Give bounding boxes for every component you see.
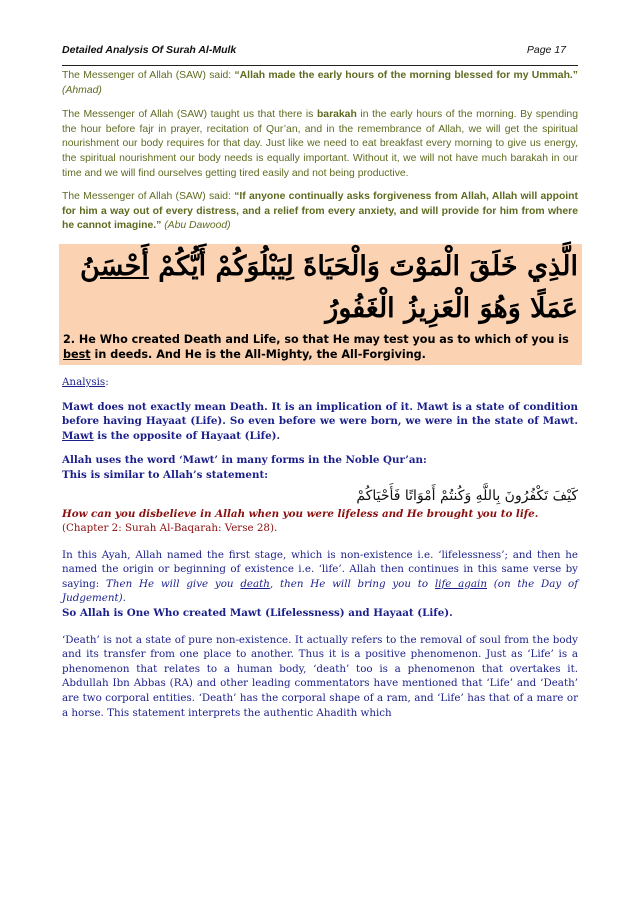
document-page <box>62 44 578 720</box>
ayah-box <box>59 244 582 365</box>
mawt-forms-line: Allah uses the word ‘Mawt’ in many forms in the Noble Qur’an: <box>62 454 427 467</box>
stages-p3a: In this Ayah, Allah named the first stage, which is non-existence i.e. ‘lifelessness’; and then he named the origin or beginning of existence i.e. ‘life’. Allah then continues in this same verse by saying: <box>62 548 578 590</box>
created-mawt-hayaat: So Allah is One Who created Mawt (Lifelessness) and Hayaat (Life). <box>62 607 453 620</box>
hadith-forgiveness <box>62 190 578 234</box>
header-title: Detailed Analysis Of Surah Al-Mulk <box>62 44 237 56</box>
stages-life-again: life again <box>434 577 487 590</box>
stages-it3: (on the Day of Judgement). <box>62 577 579 605</box>
hadith-morning-blessing <box>62 69 578 98</box>
ayah-arabic <box>63 246 578 330</box>
ayah-arabic-underlined: أَحْسَنُ <box>80 250 149 282</box>
red-translation-quote: How can you disbelieve in Allah when you were lifeless and He brought you to life. <box>62 507 539 520</box>
page-number: Page 17 <box>526 44 566 56</box>
hadith2-source: (Abu Dawood) <box>161 220 231 232</box>
hadith1-quote: “Allah made the early hours of the morning blessed for my Ummah.” <box>234 70 578 81</box>
hadith1-intro: The Messenger of Allah (SAW) said: <box>62 70 235 81</box>
mawt-paragraph <box>62 400 578 444</box>
chapter-reference: (Chapter 2: Surah Al-Baqarah: Verse 28). <box>62 522 278 535</box>
barakah-paragraph <box>62 108 578 181</box>
ayah-trans-part1: 2. He Who created Death and Life, so that He may test you as to which of you is <box>63 332 569 346</box>
barakah-word: barakah <box>316 109 357 121</box>
stages-it2: , then He will bring you to <box>269 577 435 590</box>
stages-it1: Then He will give you <box>106 577 241 590</box>
ayah-arabic-part2: عَمَلًا وَهُوَ الْعَزِيزُ الْغَفُورُ <box>325 292 578 324</box>
stages-paragraph <box>62 548 578 606</box>
para2-part2: in the early hours of the morning. By spending the hour before fajr in prayer, recitation of Qur’an, and in the remembrance of Allah, we will get the spiritual nourishment our body requires for that day. Just like we need to eat breakfast every morning to give us energy, the spiritual nourishment our body needs is equally important. Without it, we will not have much barakah in our time and we will find ourselves getting tired easily and not being productive. <box>62 109 578 179</box>
mawt-underlined: Mawt <box>62 429 94 442</box>
analysis-heading: Analysis <box>62 375 106 388</box>
ayah-trans-part2: in deeds. And He is the All-Mighty, the All-Forgiving. <box>90 347 426 361</box>
header-rule <box>62 65 578 66</box>
ayah-arabic-part1: الَّذِي خَلَقَ الْمَوْتَ وَالْحَيَاةَ لِيَبْلُوَكُمْ أَيُّكُمْ <box>148 250 578 282</box>
para2-part1: The Messenger of Allah (SAW) taught us that there is <box>62 109 317 121</box>
hadith2-intro: The Messenger of Allah (SAW) said: <box>62 191 235 203</box>
arabic-quote-baqarah: كَيْفَ تَكْفُرُونَ بِاللَّهِ وَكُنتُمْ أَمْوَاتًا فَأَحْيَاكُمْ <box>356 487 578 504</box>
ayah-translation <box>63 330 578 365</box>
mawt-p1a: Mawt does not exactly mean Death. It is an implication of it. Mawt is a state of condition before having Hayaat (Life). So even before we were born, we were in the state of Mawt. <box>62 400 578 428</box>
similar-statement-line: This is similar to Allah’s statement: <box>62 468 269 481</box>
analysis-heading-line <box>62 375 578 390</box>
death-paragraph: ‘Death’ is not a state of pure non-existence. It actually refers to the removal of soul from the body and its transfer from one place to another. Thus it is a positive phenomenon. Just as ‘Life’ is a phenomenon that relates to a human body, ‘death’ too is a phenomenon that overtakes it. Abdullah Ibn Abbas (RA) and other leading commentators have mentioned that ‘Life’ and ‘Death’ are two corporal entities. ‘Death’ has the corporal shape of a ram, and ‘Life’ has that of a mare or a horse. This statement interprets the authentic Ahadith which <box>62 633 578 719</box>
stages-death: death <box>240 577 270 590</box>
mawt-p1b: is the opposite of Hayaat (Life). <box>93 429 281 442</box>
ayah-trans-underlined: best <box>63 347 91 361</box>
page-header <box>62 44 578 56</box>
hadith1-source: (Ahmad) <box>62 84 102 96</box>
hadith2-quote: “If anyone continually asks forgiveness from Allah, Allah will appoint for him a way out of every distress, and a relief from every anxiety, and will provide for him from where he cannot imagine.” <box>62 191 578 232</box>
analysis-colon: : <box>105 375 109 388</box>
